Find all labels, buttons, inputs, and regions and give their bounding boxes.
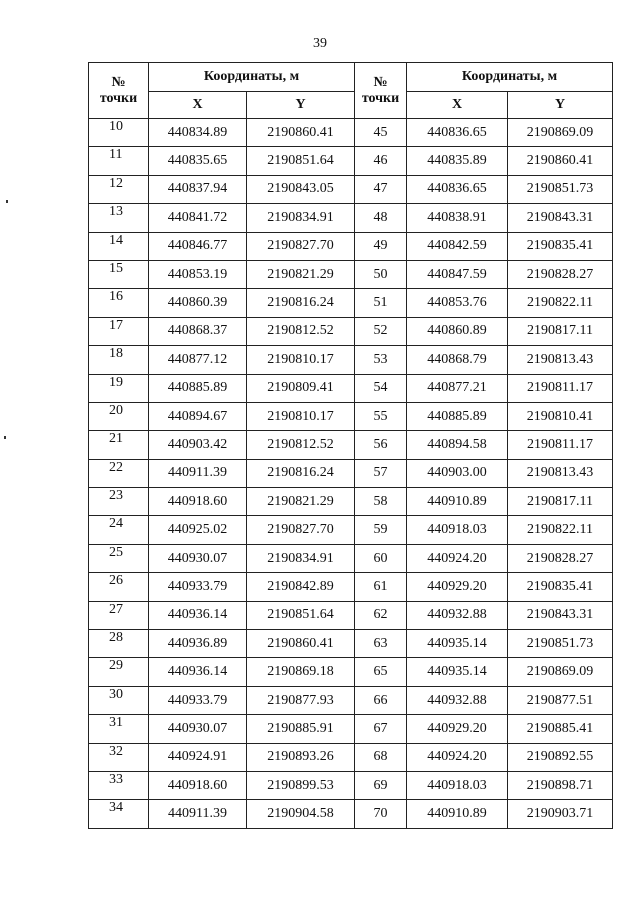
table-row [89,346,613,374]
point-number-right: 66 [355,686,407,714]
x-value-right: 440842.59 [407,232,508,260]
y-value-left: 2190834.91 [247,204,355,232]
point-label: точки [361,90,400,106]
x-value-right: 440868.79 [407,346,508,374]
x-value-right: 440929.20 [407,573,508,601]
point-number-left: 32 [89,743,149,771]
x-value-right: 440932.88 [407,601,508,629]
y-value-left: 2190860.41 [247,119,355,147]
point-number-left: 24 [89,516,149,544]
y-value-right: 2190811.17 [508,431,613,459]
y-value-left: 2190810.17 [247,346,355,374]
point-number-right: 67 [355,715,407,743]
y-value-right: 2190813.43 [508,459,613,487]
x-value-right: 440903.00 [407,459,508,487]
x-value-right: 440935.14 [407,658,508,686]
y-value-left: 2190885.91 [247,715,355,743]
x-value-right: 440932.88 [407,686,508,714]
y-value-right: 2190828.27 [508,260,613,288]
y-value-right: 2190843.31 [508,601,613,629]
y-value-right: 2190898.71 [508,771,613,799]
x-value-right: 440924.20 [407,544,508,572]
y-value-right: 2190892.55 [508,743,613,771]
point-number-left: 27 [89,601,149,629]
header-row-bottom [89,92,613,119]
table-row [89,544,613,572]
table-row [89,488,613,516]
x-value-left: 440841.72 [149,204,247,232]
table-row [89,147,613,175]
x-value-left: 440918.60 [149,488,247,516]
y-value-right: 2190843.31 [508,204,613,232]
x-value-left: 440933.79 [149,573,247,601]
y-value-left: 2190851.64 [247,601,355,629]
point-number-right: 68 [355,743,407,771]
y-value-right: 2190860.41 [508,147,613,175]
point-label: точки [99,90,138,106]
y-value-right: 2190869.09 [508,119,613,147]
x-value-right: 440885.89 [407,402,508,430]
point-number-left: 17 [89,317,149,345]
x-value-left: 440911.39 [149,459,247,487]
point-number-right: 54 [355,374,407,402]
table-row [89,771,613,799]
y-value-right: 2190811.17 [508,374,613,402]
x-value-left: 440925.02 [149,516,247,544]
y-value-left: 2190810.17 [247,402,355,430]
point-number-left: 23 [89,488,149,516]
point-number-left: 21 [89,431,149,459]
point-number-right: 59 [355,516,407,544]
number-sign: № [373,74,388,90]
y-value-left: 2190809.41 [247,374,355,402]
point-number-left: 16 [89,289,149,317]
x-value-right: 440838.91 [407,204,508,232]
point-number-left: 31 [89,715,149,743]
x-value-right: 440847.59 [407,260,508,288]
y-value-left: 2190812.52 [247,317,355,345]
x-value-right: 440894.58 [407,431,508,459]
point-number-left: 13 [89,204,149,232]
x-value-left: 440918.60 [149,771,247,799]
y-value-right: 2190810.41 [508,402,613,430]
point-number-right: 53 [355,346,407,374]
point-number-right: 63 [355,630,407,658]
x-value-left: 440860.39 [149,289,247,317]
point-number-left: 19 [89,374,149,402]
x-header-left: X [149,92,247,119]
y-value-right: 2190851.73 [508,630,613,658]
x-value-left: 440903.42 [149,431,247,459]
y-value-right: 2190822.11 [508,289,613,317]
point-number-left: 18 [89,346,149,374]
x-value-left: 440924.91 [149,743,247,771]
x-value-left: 440930.07 [149,715,247,743]
point-number-left: 14 [89,232,149,260]
y-value-left: 2190821.29 [247,488,355,516]
y-value-left: 2190816.24 [247,289,355,317]
x-value-left: 440835.65 [149,147,247,175]
y-value-left: 2190827.70 [247,516,355,544]
point-number-left: 11 [89,147,149,175]
y-value-right: 2190877.51 [508,686,613,714]
table-row [89,175,613,203]
x-value-left: 440885.89 [149,374,247,402]
point-number-left: 30 [89,686,149,714]
point-number-right: 47 [355,175,407,203]
y-value-left: 2190812.52 [247,431,355,459]
y-header-right: Y [508,92,613,119]
x-value-left: 440846.77 [149,232,247,260]
point-number-left: 20 [89,402,149,430]
header-row-top [89,63,613,92]
y-value-left: 2190843.05 [247,175,355,203]
y-value-left: 2190816.24 [247,459,355,487]
table-row [89,601,613,629]
coordinates-header-right: Координаты, м [407,63,613,92]
point-number-left: 29 [89,658,149,686]
y-value-right: 2190835.41 [508,573,613,601]
point-number-left: 22 [89,459,149,487]
point-number-right: 60 [355,544,407,572]
table-row [89,715,613,743]
x-value-right: 440835.89 [407,147,508,175]
y-value-right: 2190813.43 [508,346,613,374]
y-value-left: 2190821.29 [247,260,355,288]
x-value-left: 440936.89 [149,630,247,658]
point-number-left: 15 [89,260,149,288]
y-value-left: 2190869.18 [247,658,355,686]
point-number-right: 51 [355,289,407,317]
x-value-right: 440935.14 [407,630,508,658]
table-row [89,374,613,402]
point-number-right: 46 [355,147,407,175]
point-number-right: 61 [355,573,407,601]
y-value-right: 2190869.09 [508,658,613,686]
point-number-right: 48 [355,204,407,232]
point-number-right: 62 [355,601,407,629]
y-value-right: 2190828.27 [508,544,613,572]
table-row [89,573,613,601]
x-value-left: 440894.67 [149,402,247,430]
y-value-right: 2190817.11 [508,488,613,516]
table-row [89,630,613,658]
table-row [89,431,613,459]
y-value-left: 2190851.64 [247,147,355,175]
y-value-left: 2190904.58 [247,800,355,828]
point-number-left: 28 [89,630,149,658]
x-value-left: 440853.19 [149,260,247,288]
point-number-left: 12 [89,175,149,203]
table-row [89,289,613,317]
x-value-left: 440930.07 [149,544,247,572]
y-value-left: 2190877.93 [247,686,355,714]
coordinates-header-left: Координаты, м [149,63,355,92]
x-value-left: 440877.12 [149,346,247,374]
x-value-left: 440834.89 [149,119,247,147]
y-value-left: 2190893.26 [247,743,355,771]
point-number-right: 50 [355,260,407,288]
x-value-right: 440860.89 [407,317,508,345]
y-value-right: 2190885.41 [508,715,613,743]
table-row [89,516,613,544]
x-value-right: 440918.03 [407,516,508,544]
table-row [89,119,613,147]
page-number: 39 [313,36,327,51]
table-row [89,232,613,260]
table-row [89,743,613,771]
x-value-left: 440936.14 [149,601,247,629]
y-value-left: 2190842.89 [247,573,355,601]
y-value-left: 2190827.70 [247,232,355,260]
point-number-right: 57 [355,459,407,487]
point-number-header-right [355,63,407,119]
point-number-left: 25 [89,544,149,572]
point-number-left: 34 [89,800,149,828]
y-header-left: Y [247,92,355,119]
x-value-right: 440836.65 [407,175,508,203]
point-number-right: 52 [355,317,407,345]
point-number-right: 45 [355,119,407,147]
table-row [89,204,613,232]
y-value-right: 2190851.73 [508,175,613,203]
x-value-left: 440911.39 [149,800,247,828]
point-number-left: 10 [89,119,149,147]
point-number-left: 33 [89,771,149,799]
x-value-left: 440936.14 [149,658,247,686]
coordinates-table [88,62,613,829]
x-value-right: 440924.20 [407,743,508,771]
table-row [89,260,613,288]
x-value-right: 440877.21 [407,374,508,402]
table-row [89,800,613,828]
y-value-right: 2190817.11 [508,317,613,345]
table-row [89,402,613,430]
x-value-right: 440853.76 [407,289,508,317]
table-row [89,658,613,686]
x-header-right: X [407,92,508,119]
x-value-right: 440918.03 [407,771,508,799]
y-value-right: 2190835.41 [508,232,613,260]
number-sign: № [111,74,126,90]
point-number-right: 58 [355,488,407,516]
scan-artifact-mark [6,200,8,203]
point-number-right: 69 [355,771,407,799]
x-value-right: 440910.89 [407,800,508,828]
x-value-left: 440837.94 [149,175,247,203]
x-value-right: 440910.89 [407,488,508,516]
y-value-left: 2190834.91 [247,544,355,572]
point-number-right: 49 [355,232,407,260]
y-value-left: 2190860.41 [247,630,355,658]
x-value-right: 440836.65 [407,119,508,147]
table-row [89,686,613,714]
point-number-right: 56 [355,431,407,459]
y-value-right: 2190822.11 [508,516,613,544]
y-value-right: 2190903.71 [508,800,613,828]
point-number-right: 70 [355,800,407,828]
table-row [89,459,613,487]
x-value-right: 440929.20 [407,715,508,743]
point-number-left: 26 [89,573,149,601]
point-number-right: 55 [355,402,407,430]
point-number-header-left [89,63,149,119]
x-value-left: 440868.37 [149,317,247,345]
y-value-left: 2190899.53 [247,771,355,799]
scan-artifact-mark [4,436,6,439]
table-row [89,317,613,345]
x-value-left: 440933.79 [149,686,247,714]
point-number-right: 65 [355,658,407,686]
